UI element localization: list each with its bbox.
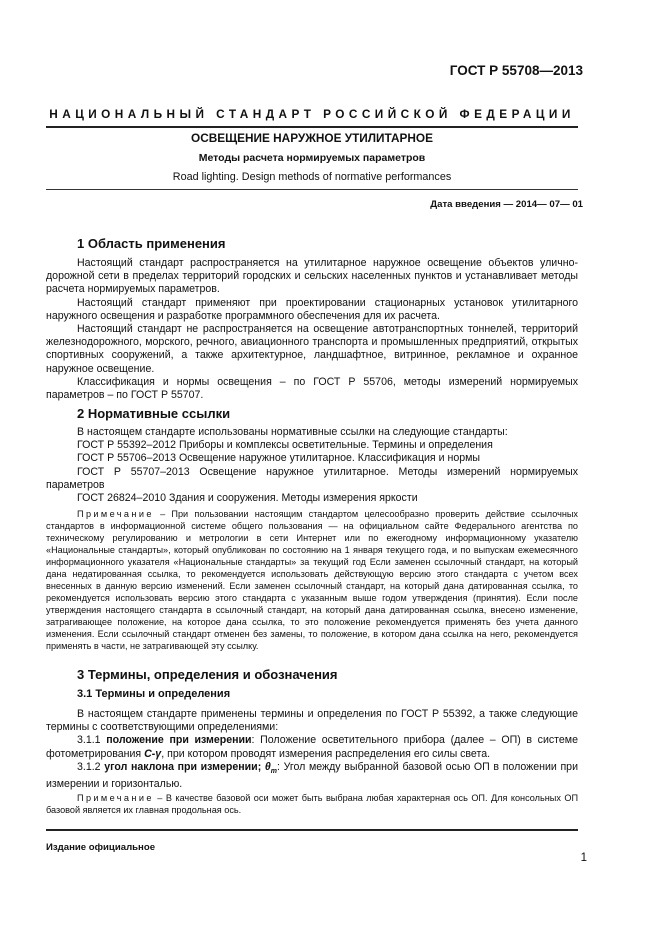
- reference-item: ГОСТ Р 55392–2012 Приборы и комплексы осветительные. Термины и определения: [77, 439, 493, 452]
- document-title: ОСВЕЩЕНИЕ НАРУЖНОЕ УТИЛИТАРНОЕ: [191, 131, 433, 145]
- section-1-body: [46, 257, 578, 402]
- note-label: Примечание: [77, 509, 154, 519]
- section-1-heading: 1 Область применения: [77, 236, 226, 251]
- section-3-heading: 3 Термины, определения и обозначения: [77, 667, 338, 682]
- section-1-paragraph-3: Настоящий стандарт не распространяется на освещение автотранспортных тоннелей, территорий железнодорожного, морского, речного, авиационного транспорта и промышленных предприятий, открытых спортивных сооружений, а также архитектурное, ландшафтное, витринное, рекламное и охранное наружное освещение.: [46, 323, 578, 375]
- term-name: положение при измерении: [106, 734, 252, 747]
- term-definition: : Положение осветительного прибора (далее – ОП) в системе фотометрирования: [46, 734, 578, 760]
- term-definition: , при котором проводят измерения распределения его силы света.: [161, 747, 491, 760]
- document-subtitle: Методы расчета нормируемых параметров: [198, 152, 426, 164]
- term-number: 3.1.2: [77, 760, 105, 773]
- term-symbol-subscript: m: [270, 767, 278, 775]
- title-divider: [46, 189, 578, 190]
- reference-item: ГОСТ Р 55706–2013 Освещение наружное утилитарное. Классификация и нормы: [77, 452, 480, 465]
- effective-date: Дата введения — 2014— 07— 01: [430, 199, 583, 210]
- section-2-intro: В настоящем стандарте использованы нормативные ссылки на следующие стандарты:: [77, 426, 508, 438]
- term-symbol: C-γ: [144, 747, 162, 760]
- note-text: – В качестве базовой оси может быть выбрана любая характерная ось ОП. Для консольных ОП базовой является их главная продольная ось.: [46, 793, 578, 815]
- term-definition: : Угол между выбранной базовой осью ОП в положении при измерении и горизонталью.: [46, 760, 578, 791]
- footer-divider: [46, 829, 578, 831]
- reference-item: ГОСТ 26824–2010 Здания и сооружения. Методы измерения яркости: [77, 492, 418, 505]
- section-3-intro: В настоящем стандарте применены термины и определения по ГОСТ Р 55392, а также следующие термины с соответствующими определениями:: [46, 708, 578, 734]
- top-divider: [46, 126, 578, 128]
- note-text: – При пользовании настоящим стандартом целесообразно проверить действие ссылочных стандартов в информационной системе общего пользования — на официальном сайте Федерального агентства по техническому регулированию и метрологии в сети Интернет или по ежегодному информационному указателю «Национальные стандарты», который опубликован по состоянию на 1 января текущего года, и по выпускам ежемесячного информационного указателя «Национальные стандарты» за текущий год Если заменен ссылочный стандарт, на который дана недатированная ссылка, то рекомендуется использовать действующую версию этого стандарта с учетом всех внесенных в данную версию изменений. Если заменен ссылочный стандарт, на который дана датированная ссылка, то рекомендуется использовать версию этого стандарта с указанным выше годом утверждения (принятия). Если после утверждения настоящего стандарта в ссылочный стандарт, на который дана датированная ссылка, внесено изменение, затрагивающее положение, на которое дана ссылка, то это положение рекомендуется применять без учета данного изменения. Если ссылочный стандарт отменен без замены, то положение, в котором дана ссылка на него, рекомендуется применять в части, не затрагивающей эту ссылку.: [46, 509, 578, 651]
- subsection-3-1-heading: 3.1 Термины и определения: [77, 688, 231, 700]
- section-2-note: [46, 508, 578, 652]
- reference-item: ГОСТ Р 55707–2013 Освещение наружное утилитарное. Методы измерений нормируемых параметров: [46, 465, 578, 491]
- term-3-1-2: [46, 761, 578, 792]
- note-label: Примечание: [77, 793, 154, 803]
- national-standard-banner: НАЦИОНАЛЬНЫЙ СТАНДАРТ РОССИЙСКОЙ ФЕДЕРАЦИИ: [49, 107, 575, 121]
- page-number: 1: [580, 852, 587, 864]
- edition-label: Издание официальное: [46, 842, 156, 853]
- section-1-paragraph-4: Классификация и нормы освещения – по ГОСТ Р 55706, методы измерений нормируемых параметров – по ГОСТ Р 55707.: [46, 375, 578, 402]
- document-code: ГОСТ Р 55708—2013: [449, 63, 583, 78]
- section-3-body: [46, 708, 578, 791]
- document-title-english: Road lighting. Design methods of normative performances: [172, 171, 452, 183]
- term-3-1-1: [46, 734, 578, 760]
- term-name: угол наклона при измерении;: [104, 760, 265, 773]
- section-1-paragraph-1: Настоящий стандарт распространяется на утилитарное наружное освещение объектов улично-дорожной сети в пределах территорий городских и сельских населенных пунктов и устанавливает методы расчета нормируемых параметров.: [46, 257, 578, 296]
- term-symbol: θ: [264, 760, 271, 773]
- term-number: 3.1.1: [77, 734, 107, 747]
- section-2-heading: 2 Нормативные ссылки: [77, 406, 231, 421]
- section-1-paragraph-2: Настоящий стандарт применяют при проектировании стационарных установок утилитарного наружного освещения и разработке программного обеспечения для их расчета.: [46, 296, 578, 322]
- section-2-body: [46, 426, 578, 505]
- section-3-note: [46, 792, 578, 816]
